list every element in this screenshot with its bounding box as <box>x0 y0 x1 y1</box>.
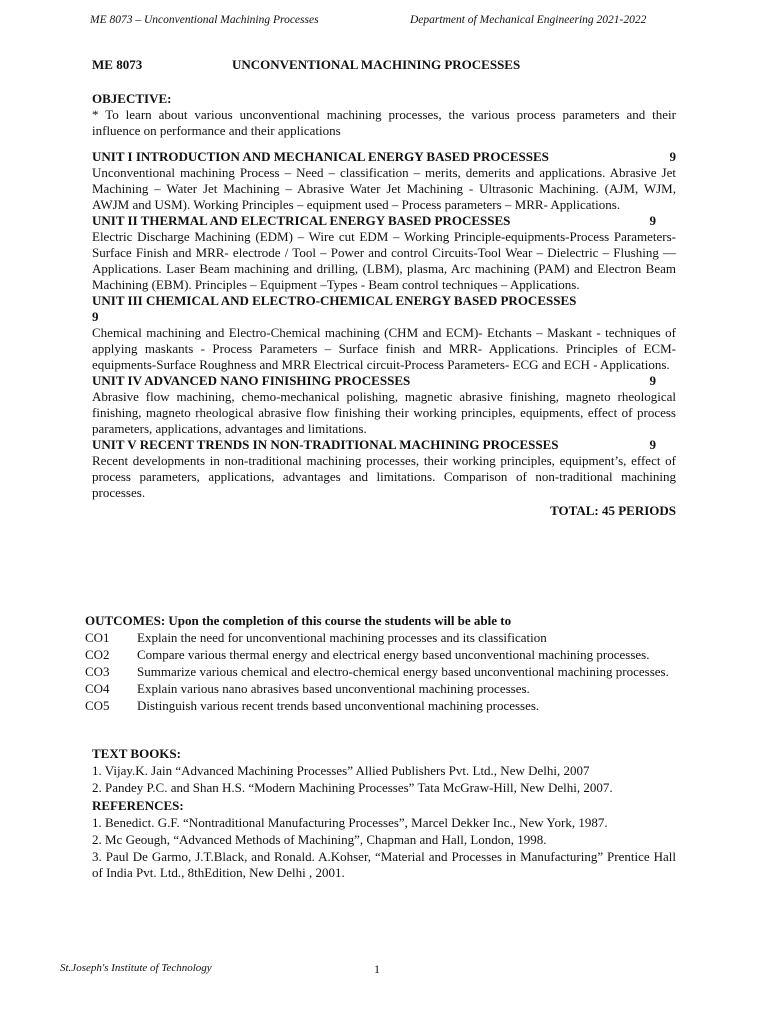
outcome-id: CO1 <box>85 630 110 645</box>
unit-block <box>92 437 676 501</box>
course-title: UNCONVENTIONAL MACHINING PROCESSES <box>232 57 521 72</box>
textbook-item: 2. Pandey P.C. and Shan H.S. “Modern Machining Processes” Tata McGraw-Hill, New Delhi, 2007. <box>92 780 613 795</box>
unit-content: Chemical machining and Electro-Chemical machining (CHM and ECM)- Etchants – Maskant - techniques of applying maskants - Process Parameters – Surface finish and MRR- Applications. Principles of ECM- equipments-Surface Roughness and MRR Electrical circuit-Process Parameters- ECG and ECH - Applications. <box>92 325 676 372</box>
total-periods: TOTAL: 45 PERIODS <box>550 503 676 518</box>
textbooks-heading: TEXT BOOKS: <box>92 746 181 761</box>
unit-hours: 9 <box>92 309 99 324</box>
reference-item: 3. Paul De Garmo, J.T.Black, and Ronald. A.Kohser, “Material and Processes in Manufacturing” Prentice Hall of India Pvt. Ltd., 8thEdition, New Delhi , 2001. <box>92 849 676 880</box>
unit-content: Abrasive flow machining, chemo-mechanical polishing, magnetic abrasive finishing, magneto rheological finishing, magneto rheological abrasive flow finishing their working principles, equipments, effect of process parameters, applications, advantages and limitations. <box>92 389 676 436</box>
unit-block <box>92 213 676 293</box>
unit-block <box>92 293 676 373</box>
outcome-text: Explain the need for unconventional machining processes and its classification <box>137 630 547 645</box>
unit-content: Recent developments in non-traditional machining processes, their working principles, equipment’s, effect of process parameters, applications, advantages and limitations. Comparison of non-traditional machining processes. <box>92 453 676 500</box>
unit-title: UNIT II THERMAL AND ELECTRICAL ENERGY BASED PROCESSES <box>92 213 511 228</box>
objective-text: * To learn about various unconventional machining processes, the various process parameters and their influence on performance and their applications <box>92 107 676 138</box>
unit-heading <box>92 213 676 229</box>
running-header-course: ME 8073 – Unconventional Machining Processes <box>90 14 319 26</box>
footer-institution: St.Joseph's Institute of Technology <box>60 962 212 974</box>
outcomes-section <box>85 613 699 714</box>
unit-title: UNIT IV ADVANCED NANO FINISHING PROCESSES <box>92 373 411 388</box>
unit-title: UNIT III CHEMICAL AND ELECTRO-CHEMICAL ENERGY BASED PROCESSES <box>92 293 577 308</box>
objective-heading: OBJECTIVE: <box>92 91 172 106</box>
unit-block <box>92 149 676 213</box>
reference-item: 1. Benedict. G.F. “Nontraditional Manufacturing Processes”, Marcel Dekker Inc., New York, 1987. <box>92 815 608 830</box>
outcome-text: Summarize various chemical and electro-chemical energy based unconventional machining processes. <box>137 664 669 679</box>
outcome-item <box>85 664 699 680</box>
outcome-item <box>85 647 699 663</box>
unit-hours: 9 <box>649 213 656 228</box>
outcome-item <box>85 681 699 697</box>
outcomes-heading: OUTCOMES: Upon the completion of this course the students will be able to <box>85 613 512 628</box>
books-section <box>92 746 676 881</box>
unit-hours: 9 <box>669 149 676 164</box>
unit-title: UNIT V RECENT TRENDS IN NON-TRADITIONAL MACHINING PROCESSES <box>92 437 559 452</box>
outcome-text: Distinguish various recent trends based unconventional machining processes. <box>137 698 540 713</box>
unit-title: UNIT I INTRODUCTION AND MECHANICAL ENERGY BASED PROCESSES <box>92 149 549 164</box>
page-number: 1 <box>374 962 380 976</box>
outcome-id: CO2 <box>85 647 110 662</box>
textbook-item: 1. Vijay.K. Jain “Advanced Machining Processes” Allied Publishers Pvt. Ltd., New Delhi, 2007 <box>92 763 590 778</box>
outcome-text: Compare various thermal energy and electrical energy based unconventional machining processes. <box>137 647 650 662</box>
reference-item: 2. Mc Geough, “Advanced Methods of Machining”, Chapman and Hall, London, 1998. <box>92 832 547 847</box>
course-title-row <box>92 57 676 73</box>
unit-hours: 9 <box>649 437 656 452</box>
unit-heading <box>92 437 676 453</box>
outcome-text: Explain various nano abrasives based unconventional machining processes. <box>137 681 530 696</box>
unit-hours: 9 <box>649 373 656 388</box>
unit-heading <box>92 373 676 389</box>
outcome-item <box>85 698 699 714</box>
unit-heading <box>92 149 676 165</box>
unit-block <box>92 373 676 437</box>
syllabus-body <box>92 57 676 519</box>
references-heading: REFERENCES: <box>92 798 184 813</box>
unit-content: Unconventional machining Process – Need – classification – merits, demerits and applications. Abrasive Jet Machining – Water Jet Machining – Abrasive Water Jet Machining - Ultrasonic Machining. (AJM, WJM, AWJM and USM). Working Principles – equipment used – Process parameters – MRR- Applications. <box>92 165 676 212</box>
unit-heading <box>92 293 676 325</box>
unit-content: Electric Discharge Machining (EDM) – Wire cut EDM – Working Principle-equipments-Process Parameters-Surface Finish and MRR- electrode / Tool – Power and control Circuits-Tool Wear – Dielectric – Flushing –– Applications. Laser Beam machining and drilling, (LBM), plasma, Arc machining (PAM) and Electron Beam Machining (EBM). Principles – Equipment –Types - Beam control techniques – Applications. <box>92 229 676 292</box>
outcome-id: CO4 <box>85 681 110 696</box>
outcome-id: CO3 <box>85 664 110 679</box>
outcome-id: CO5 <box>85 698 110 713</box>
course-code: ME 8073 <box>92 57 143 72</box>
outcome-item <box>85 630 699 646</box>
running-header-department: Department of Mechanical Engineering 2021-2022 <box>410 14 647 26</box>
